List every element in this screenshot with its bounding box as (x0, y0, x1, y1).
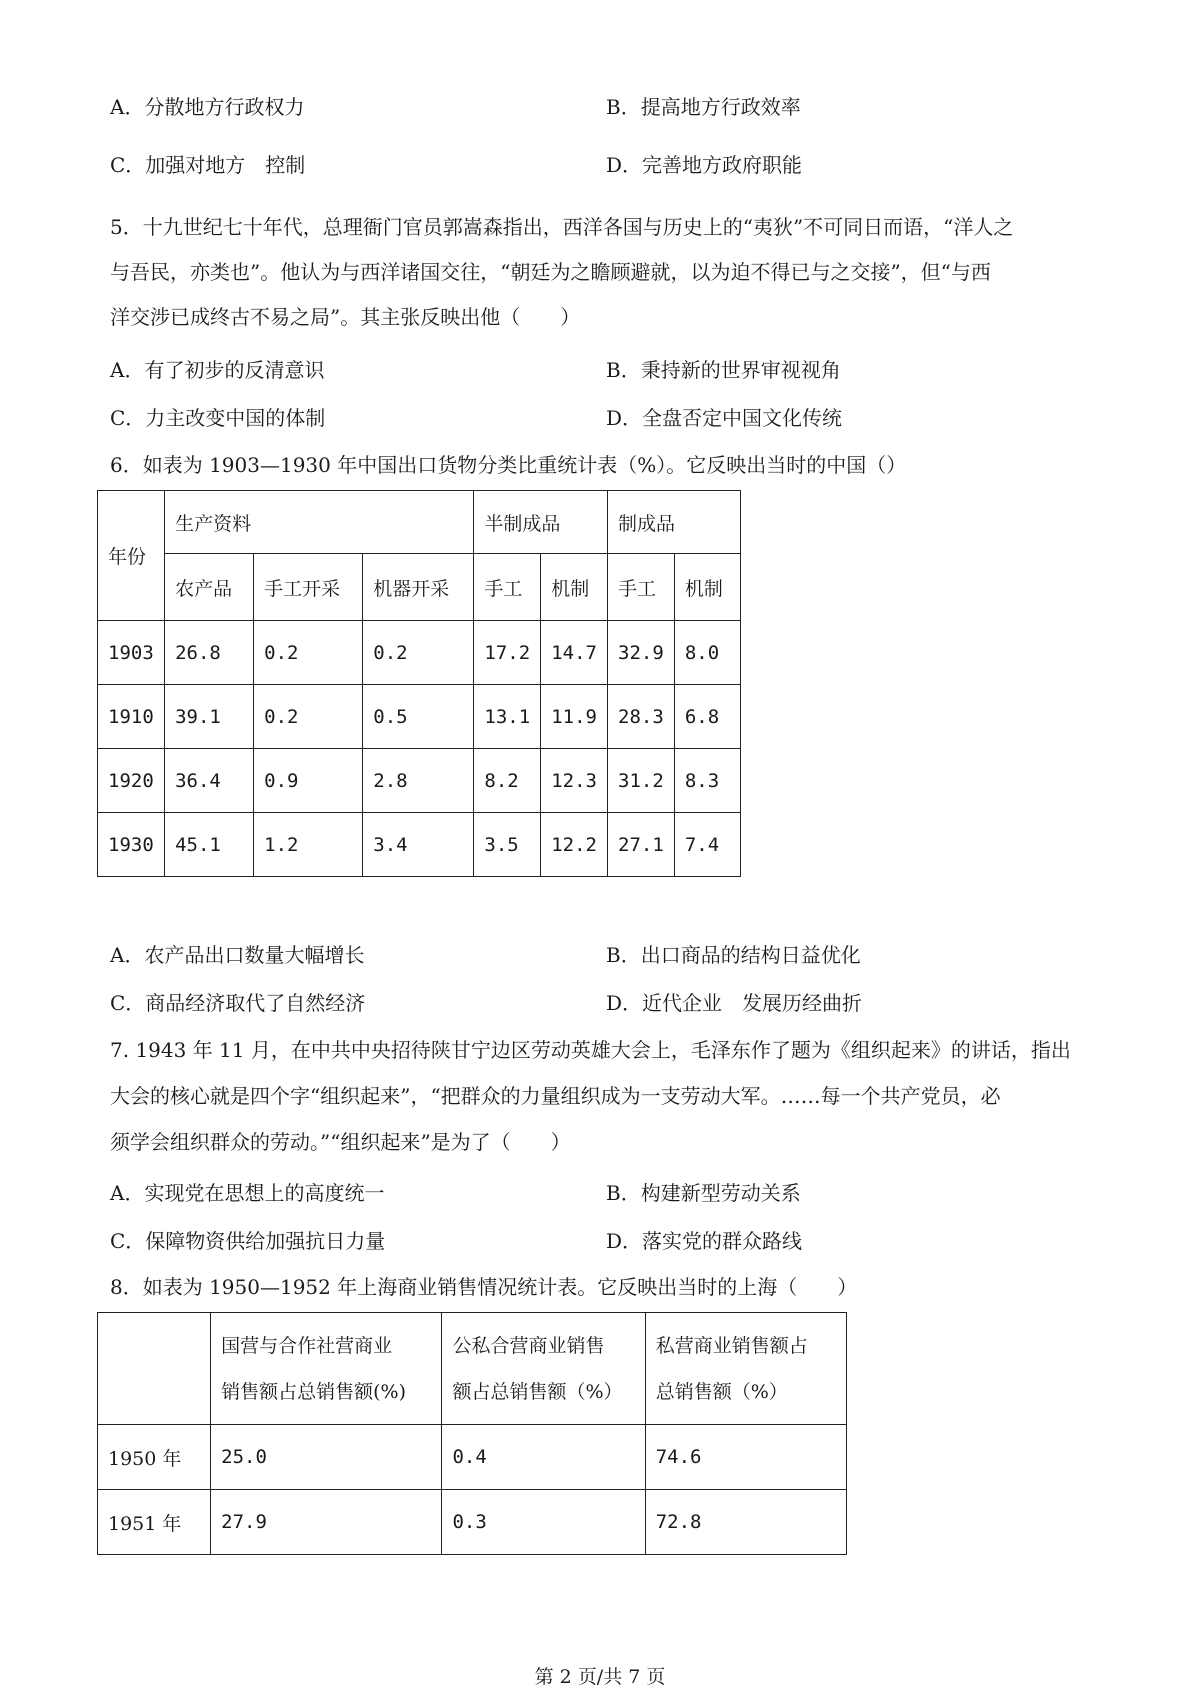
q8-table-row (98, 1425, 847, 1490)
q6-subheader: 手工 (474, 554, 541, 621)
q8-table-row (98, 1490, 847, 1555)
q6-stem: 6．如表为 1903—1930 年中国出口货物分类比重统计表（%）。它反映出当时的中国（） (110, 453, 907, 477)
q5-option-a[interactable]: A．有了初步的反清意识 (110, 358, 325, 382)
q6-cell: 0.9 (254, 749, 363, 813)
q4-option-b[interactable]: B．提高地方行政效率 (606, 95, 801, 119)
q8-cell: 27.9 (211, 1490, 442, 1555)
q6-cell: 1920 (98, 749, 165, 813)
q7-options-row-2 (0, 1226, 1200, 1256)
q6-subheader: 机器开采 (363, 554, 474, 621)
q6-cell: 2.8 (363, 749, 474, 813)
q8-cell: 74.6 (645, 1425, 846, 1490)
q6-cell: 26.8 (165, 621, 254, 685)
q6-options-row-1 (0, 940, 1200, 970)
q6-cell: 3.5 (474, 813, 541, 877)
q8-header-line: 私营商业销售额占 (655, 1334, 808, 1357)
q4-options-row-1 (0, 92, 1200, 122)
q7-stem-line-2: 大会的核心就是四个字“组织起来”，“把群众的力量组织成为一支劳动大军。……每一个共产党员，必 (110, 1084, 1001, 1108)
q5-options-row-2 (0, 403, 1200, 433)
q5-options-row-1 (0, 355, 1200, 385)
q6-subheader: 机制 (541, 554, 608, 621)
q6-cell: 1903 (98, 621, 165, 685)
q6-cell: 28.3 (608, 685, 675, 749)
q6-cell: 8.3 (674, 749, 740, 813)
q8-header-line: 总销售额（%） (655, 1380, 788, 1403)
q6-cell: 12.3 (541, 749, 608, 813)
q6-cell: 0.2 (363, 621, 474, 685)
q6-subheader: 手工 (608, 554, 675, 621)
q6-cell: 0.2 (254, 685, 363, 749)
q6-option-a[interactable]: A．农产品出口数量大幅增长 (110, 943, 365, 967)
q6-cell: 11.9 (541, 685, 608, 749)
q6-cell: 27.1 (608, 813, 675, 877)
q8-header-line: 额占总销售额（%） (452, 1380, 623, 1403)
q6-table-row (98, 685, 741, 749)
q8-header-line: 销售额占总销售额(%) (221, 1380, 407, 1403)
q4-option-d[interactable]: D．完善地方政府职能 (606, 153, 803, 177)
q6-option-c[interactable]: C．商品经济取代了自然经济 (110, 991, 366, 1015)
q6-cell: 13.1 (474, 685, 541, 749)
q6-cell: 12.2 (541, 813, 608, 877)
q5-option-b[interactable]: B．秉持新的世界审视视角 (606, 358, 841, 382)
q7-option-a[interactable]: A．实现党在思想上的高度统一 (110, 1181, 385, 1205)
q6-options-row-2 (0, 988, 1200, 1018)
q8-header-private (645, 1313, 846, 1425)
q6-group-header: 生产资料 (165, 491, 474, 554)
q8-cell: 0.3 (442, 1490, 645, 1555)
q6-cell: 0.5 (363, 685, 474, 749)
q6-group-header: 制成品 (608, 491, 741, 554)
q7-option-c[interactable]: C．保障物资供给加强抗日力量 (110, 1229, 386, 1253)
q6-export-table (97, 490, 741, 877)
q5-option-d[interactable]: D．全盘否定中国文化传统 (606, 406, 843, 430)
q8-cell: 25.0 (211, 1425, 442, 1490)
q7-option-b[interactable]: B．构建新型劳动关系 (606, 1181, 801, 1205)
q8-cell: 1950 年 (98, 1425, 211, 1490)
q8-sales-table (97, 1312, 847, 1555)
q6-cell: 8.0 (674, 621, 740, 685)
q8-corner-cell (98, 1313, 211, 1425)
q6-cell: 1910 (98, 685, 165, 749)
q8-cell: 72.8 (645, 1490, 846, 1555)
q6-cell: 0.2 (254, 621, 363, 685)
q6-table-row (98, 813, 741, 877)
q6-option-b[interactable]: B．出口商品的结构日益优化 (606, 943, 861, 967)
q8-header-line: 国营与合作社营商业 (221, 1334, 393, 1357)
q7-stem-line-1: 7. 1943 年 11 月，在中共中央招待陕甘宁边区劳动英雄大会上，毛泽东作了题为《组织起来》的讲话，指出 (110, 1038, 1071, 1062)
q8-header-line: 公私合营商业销售 (452, 1334, 605, 1357)
q6-group-header: 半制成品 (474, 491, 608, 554)
q7-option-d[interactable]: D．落实党的群众路线 (606, 1229, 803, 1253)
q4-option-c[interactable]: C．加强对地方 控制 (110, 153, 306, 177)
q5-stem-line-1: 5．十九世纪七十年代，总理衙门官员郭嵩森指出，西洋各国与历史上的“夷狄”不可同日而语，“洋人之 (110, 215, 1014, 239)
q6-cell: 3.4 (363, 813, 474, 877)
q6-cell: 32.9 (608, 621, 675, 685)
q8-header-state (211, 1313, 442, 1425)
q6-cell: 14.7 (541, 621, 608, 685)
q6-table-row (98, 749, 741, 813)
q6-option-d[interactable]: D．近代企业 发展历经曲折 (606, 991, 863, 1015)
q6-cell: 17.2 (474, 621, 541, 685)
q6-cell: 36.4 (165, 749, 254, 813)
q6-cell: 8.2 (474, 749, 541, 813)
q8-stem: 8．如表为 1950—1952 年上海商业销售情况统计表。它反映出当时的上海（ ） (110, 1275, 858, 1299)
q6-cell: 39.1 (165, 685, 254, 749)
q5-option-c[interactable]: C．力主改变中国的体制 (110, 406, 326, 430)
q6-table-row (98, 621, 741, 685)
q5-stem-line-3: 洋交涉已成终古不易之局”。其主张反映出他（ ） (110, 305, 581, 329)
q8-cell: 1951 年 (98, 1490, 211, 1555)
q6-cell: 7.4 (674, 813, 740, 877)
q5-stem-line-2: 与吾民，亦类也”。他认为与西洋诸国交往，“朝廷为之瞻顾避就，以为迫不得已与之交接”，但“与西 (110, 260, 991, 284)
q4-options-row-2 (0, 150, 1200, 180)
q4-option-a[interactable]: A．分散地方行政权力 (110, 95, 305, 119)
q6-year-header: 年份 (98, 491, 165, 621)
q6-cell: 1.2 (254, 813, 363, 877)
q7-stem-line-3: 须学会组织群众的劳动。”“组织起来”是为了（ ） (110, 1130, 571, 1154)
q8-header-joint (442, 1313, 645, 1425)
q6-cell: 45.1 (165, 813, 254, 877)
q6-subheader: 农产品 (165, 554, 254, 621)
q8-cell: 0.4 (442, 1425, 645, 1490)
q6-cell: 1930 (98, 813, 165, 877)
q6-subheader: 手工开采 (254, 554, 363, 621)
q6-cell: 6.8 (674, 685, 740, 749)
q7-options-row-1 (0, 1178, 1200, 1208)
page-number: 第 2 页/共 7 页 (534, 1666, 666, 1688)
q6-subheader: 机制 (674, 554, 740, 621)
q6-cell: 31.2 (608, 749, 675, 813)
